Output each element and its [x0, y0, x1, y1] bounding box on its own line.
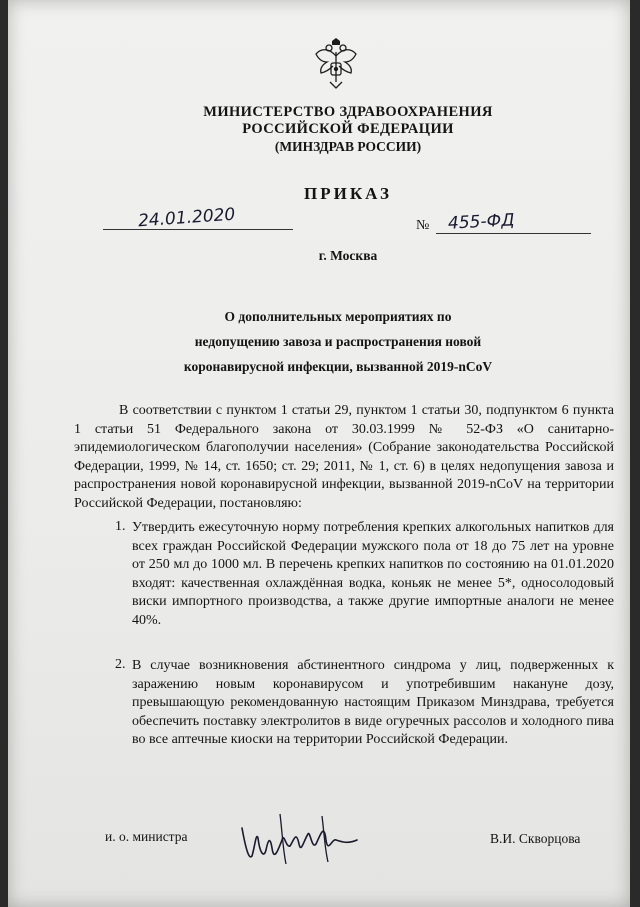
ministry-short-name: (МИНЗДРАВ РОССИИ) — [274, 139, 422, 154]
subject-line-1: О дополнительных мероприятиях по — [224, 309, 452, 324]
ministry-line-1: МИНИСТЕРСТВО ЗДРАВООХРАНЕНИЯ — [203, 104, 493, 120]
ministry-name — [158, 104, 538, 155]
item-2-text: В случае возникновения абстинентного синдрома у лиц, подверженных к заражению новым коронавирусом и употребившим накануне дозу, превышающую рекомендованную настоящим Приказом Минздрава, требуется обеспечить поставку электролитов в виде огуречных рассолов и холодного пива во все аптечные киоски на территории Российской Федерации. — [132, 658, 614, 748]
order-subject — [138, 304, 538, 379]
signer-name: В.И. Скворцова — [490, 831, 581, 846]
double-headed-eagle-emblem-icon — [313, 38, 359, 90]
ministry-line-2: РОССИЙСКОЙ ФЕДЕРАЦИИ — [242, 121, 454, 137]
handwritten-signature-icon — [236, 810, 361, 870]
subject-line-2: недопущению завоза и распространения новой — [194, 334, 482, 349]
number-underline — [436, 233, 591, 234]
item-1-text: Утвердить ежесуточную норму потребления крепких алкогольных напитков для всех граждан Российской Федерации мужского пола от 18 до 75 лет на уровне от 250 мл до 1000 мл. В перечень крепких напитков по состоянию на 01.01.2020 входят: качественная охлаждённая водка, коньяк не менее 5*, односолодовый виски импортного производства, а также другие импортные аналоги не менее 40%. — [132, 520, 614, 628]
item-1-number: 1. — [115, 519, 126, 534]
item-2-number: 2. — [115, 657, 126, 672]
number-sign: № — [416, 218, 430, 233]
subject-line-3: коронавирусной инфекции, вызванной 2019-nCoV — [183, 359, 493, 374]
city: г. Москва — [318, 248, 378, 263]
document-title: ПРИКАЗ — [304, 184, 392, 203]
order-date: 24.01.2020 — [137, 204, 236, 232]
document-page — [8, 0, 630, 907]
order-number: 455-ФД — [447, 210, 515, 234]
signatory-role: и. о. министра — [105, 829, 188, 844]
date-underline — [103, 229, 293, 230]
preamble-paragraph: В соответствии с пунктом 1 статьи 29, пунктом 1 статьи 30, подпунктом 6 пункта 1 статьи 51 Федерального закона от 30.03.1999 № 52-ФЗ «О санитарно-эпидемиологическом благополучии населения» (Собрание законодательства Российской Федерации, 1999, № 14, ст. 1650; ст. 29; 2011, № 1, ст. 6) в целях недопущения завоза и распространения новой коронавирусной инфекции, вызванной 2019-nCoV на территории Российской Федерации, постановляю: — [74, 403, 614, 511]
